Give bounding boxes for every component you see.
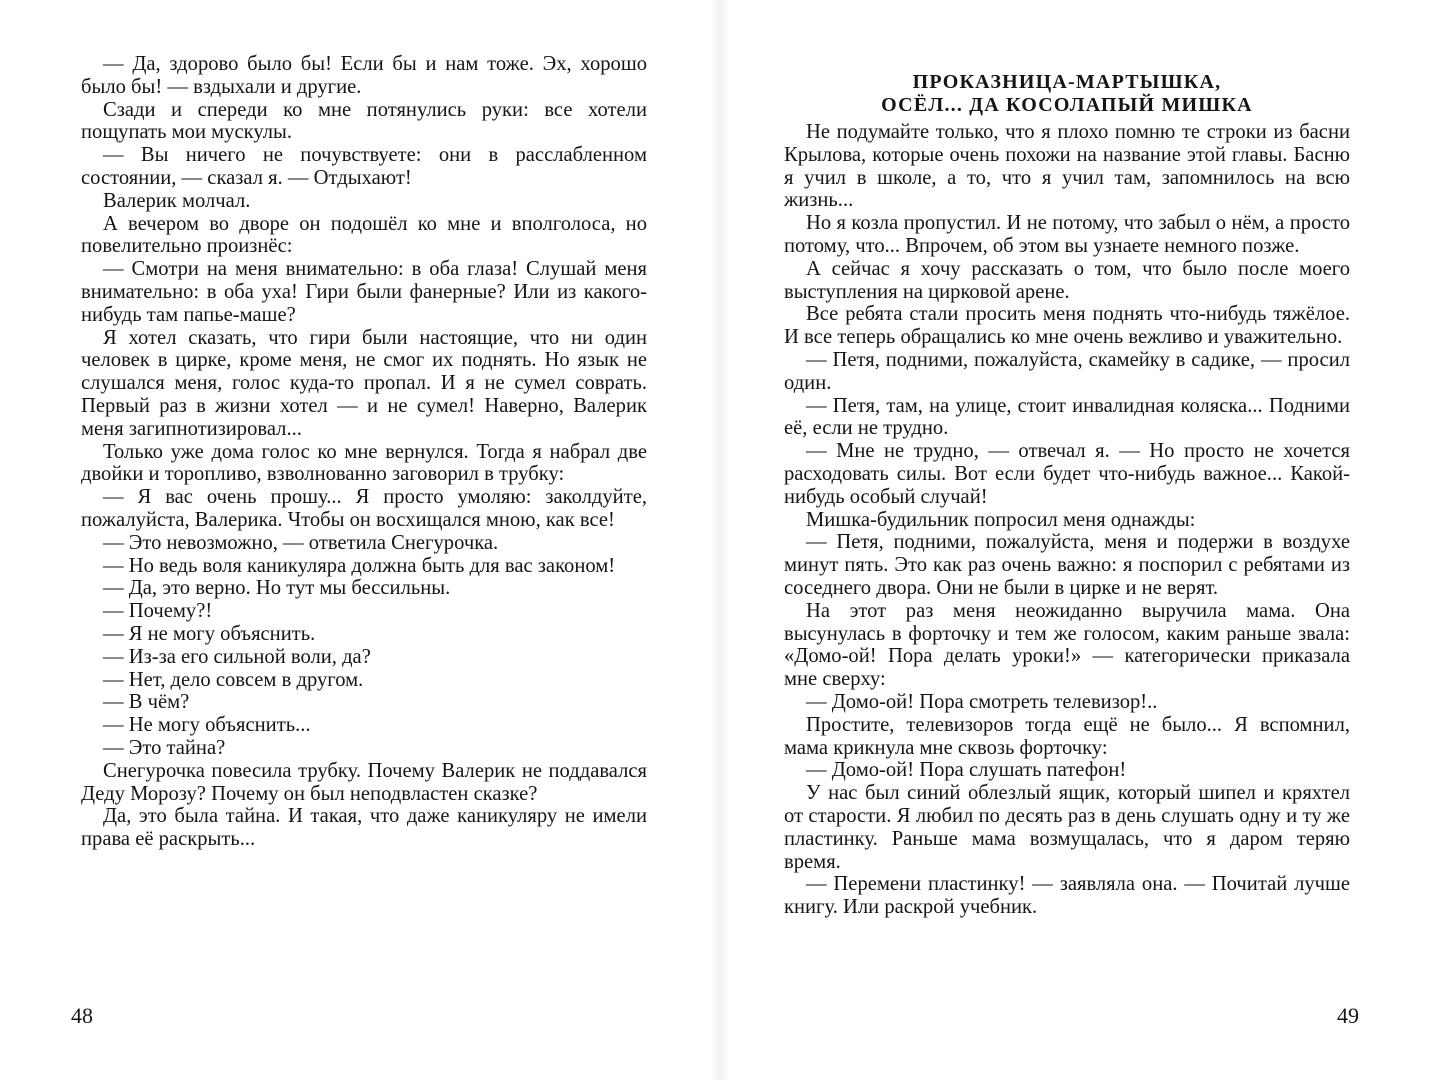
paragraph: Сзади и спереди ко мне потянулись руки: все хотели пощупать мои мускулы.: [81, 98, 647, 144]
right-page-text: [784, 121, 1350, 919]
paragraph: — Петя, подними, пожалуйста, скамейку в садике, — просил один.: [784, 348, 1350, 394]
chapter-title: [784, 71, 1350, 117]
paragraph: — Из-за его сильной воли, да?: [103, 645, 371, 668]
chapter-title-line: ПРОКАЗНИЦА-МАРТЫШКА,: [912, 71, 1222, 93]
paragraph: У нас был синий облезлый ящик, который шипел и кряхтел от старости. Я любил по десять раз в день слушать одну и ту же пластинку. Раньше мама возмущалась, что я даром теряю время.: [784, 782, 1350, 873]
paragraph: — Почему?!: [103, 600, 213, 623]
page-number-right: 49: [1337, 1003, 1359, 1028]
paragraph: — Это невозможно, — ответила Снегурочка.: [103, 531, 499, 554]
left-page-text: [81, 53, 647, 851]
paragraph: — Мне не трудно, — отвечал я. — Но просто не хочется расходовать силы. Вот если будет что-нибудь важное... Какой-нибудь особый случай!: [784, 440, 1350, 508]
paragraph: — Я вас очень прошу... Я просто умоляю: заколдуйте, пожалуйста, Валерика. Чтобы он восхищался мною, как все!: [81, 486, 647, 531]
chapter-title-line: ОСЁЛ... ДА КОСОЛАПЫЙ МИШКА: [881, 93, 1253, 116]
paragraph: — Это тайна?: [103, 736, 226, 759]
paragraph: На этот раз меня неожиданно выручила мама. Она высунулась в форточку и тем же голосом, каким раньше звала: «Домо-ой! Пора делать уроки!» — категорически приказала мне сверху:: [784, 599, 1350, 691]
paragraph: А вечером во дворе он подошёл ко мне и вполголоса, но повелительно произнёс:: [81, 212, 647, 258]
paragraph: — Петя, там, на улице, стоит инвалидная коляска... Подними её, если не трудно.: [784, 394, 1350, 440]
paragraph: — Смотри на меня внимательно: в оба глаза! Слушай меня внимательно: в оба уха! Гири были фанерные? Или из какого-нибудь там папье-маше?: [81, 258, 647, 326]
right-page: [720, 0, 1440, 1080]
paragraph: — Нет, дело совсем в другом.: [103, 668, 364, 691]
paragraph: Но я козла пропустил. И не потому, что забыл о нём, а просто потому, что... Впрочем, об этом вы узнаете немного позже.: [784, 212, 1350, 257]
paragraph: Простите, телевизоров тогда ещё не было... Я вспомнил, мама крикнула мне сквозь форточку:: [784, 713, 1350, 759]
paragraph: Мишка-будильник попросил меня однажды:: [806, 508, 1196, 531]
paragraph: Валерик молчал.: [103, 189, 251, 212]
paragraph: — Вы ничего не почувствуете: они в расслабленном состоянии, — сказал я. — Отдыхают!: [81, 144, 647, 189]
paragraph: Все ребята стали просить меня поднять что-нибудь тяжёлое. И все теперь обращались ко мне очень вежливо и уважительно.: [784, 303, 1350, 349]
paragraph: — Да, здорово было бы! Если бы и нам тоже. Эх, хорошо было бы! — вздыхали и другие.: [81, 53, 647, 98]
paragraph: — Но ведь воля каникуляра должна быть для вас законом!: [103, 554, 616, 577]
paragraph: Не подумайте только, что я плохо помню те строки из басни Крылова, которые очень похожи на название этой главы. Басню я учил в школе, а то, что я учил там, запомнилось на всю жизнь...: [784, 121, 1350, 212]
paragraph: — Петя, подними, пожалуйста, меня и подержи в воздухе минут пять. Это как раз очень важно: я поспорил с ребятами из соседнего двора. Они не были в цирке и не верят.: [784, 531, 1350, 599]
paragraph: — Домо-ой! Пора смотреть телевизор!..: [806, 690, 1158, 713]
paragraph: Снегурочка повесила трубку. Почему Валерик не поддавался Деду Морозу? Почему он был неподвластен сказке?: [81, 759, 647, 805]
paragraph: — Не могу объяснить...: [103, 714, 311, 737]
paragraph: — Перемени пластинку! — заявляла она. — Почитай лучше книгу. Или раскрой учебник.: [784, 873, 1350, 919]
paragraph: Только уже дома голос ко мне вернулся. Тогда я набрал две двойки и торопливо, взволнованно заговорил в трубку:: [81, 440, 647, 486]
paragraph: Да, это была тайна. И такая, что даже каникуляру не имели права её раскрыть...: [81, 805, 647, 851]
paragraph: Я хотел сказать, что гири были настоящие, что ни один человек в цирке, кроме меня, не смог их поднять. Но язык не слушался меня, голос куда-то пропал. И я не сумел соврать. Первый раз в жизни хотел — и не сумел! Наверно, Валерик меня загипнотизировал...: [81, 326, 647, 440]
paragraph: — Я не могу объяснить.: [103, 622, 316, 645]
paragraph: — Домо-ой! Пора слушать патефон!: [806, 759, 1127, 782]
paragraph: — В чём?: [103, 691, 190, 714]
page-number-left: 48: [71, 1003, 93, 1028]
paragraph: — Да, это верно. Но тут мы бессильны.: [103, 577, 451, 600]
paragraph: А сейчас я хочу рассказать о том, что было после моего выступления на цирковой арене.: [784, 257, 1350, 303]
